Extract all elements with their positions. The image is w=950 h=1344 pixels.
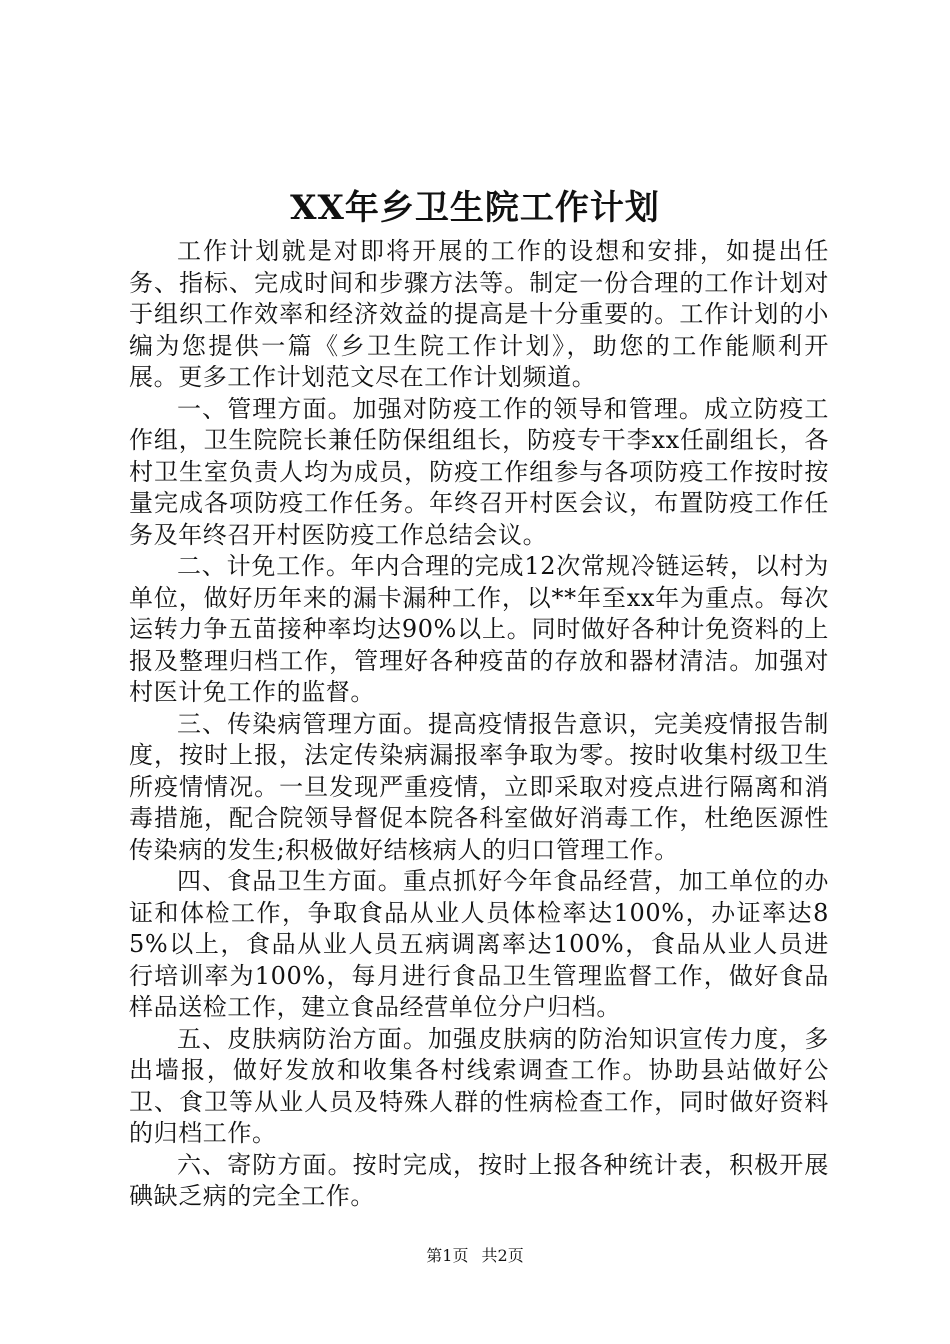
page-number-total: 共2页 bbox=[481, 1246, 524, 1265]
document-title: XX年乡卫生院工作计划 bbox=[290, 188, 660, 228]
document-body bbox=[129, 236, 829, 1213]
paragraph-food-hygiene: 四、食品卫生方面。重点抓好今年食品经营，加工单位的办证和体检工作，争取食品从业人员体检率达100%，办证率达85%以上，食品从业人员五病调离率达100%，食品从业人员进行培训率为100%，每月进行食品卫生管理监督工作，做好食品样品送检工作，建立食品经营单位分户归档。 bbox=[129, 867, 829, 1021]
paragraph-skin-disease: 五、皮肤病防治方面。加强皮肤病的防治知识宣传力度，多出墙报，做好发放和收集各村线索调查工作。协助县站做好公卫、食卫等从业人员及特殊人群的性病检查工作，同时做好资料的归档工作。 bbox=[129, 1024, 829, 1147]
paragraph-management: 一、管理方面。加强对防疫工作的领导和管理。成立防疫工作组，卫生院院长兼任防保组组长，防疫专干李xx任副组长，各村卫生室负责人均为成员，防疫工作组参与各项防疫工作按时按量完成各项防疫工作任务。年终召开村医会议，布置防疫工作任务及年终召开村医防疫工作总结会议。 bbox=[129, 394, 829, 549]
paragraph-intro: 工作计划就是对即将开展的工作的设想和安排，如提出任务、指标、完成时间和步骤方法等。制定一份合理的工作计划对于组织工作效率和经济效益的提高是十分重要的。工作计划的小编为您提供一篇《乡卫生院工作计划》，助您的工作能顺利开展。更多工作计划范文尽在工作计划频道。 bbox=[129, 237, 829, 391]
page-footer bbox=[0, 1244, 950, 1268]
paragraph-immunization: 二、计免工作。年内合理的完成12次常规冷链运转，以村为单位，做好历年来的漏卡漏种工作，以**年至xx年为重点。每次运转力争五苗接种率均达90%以上。同时做好各种计免资料的上报及整理归档工作，管理好各种疫苗的存放和器材清洁。加强对村医计免工作的监督。 bbox=[129, 552, 829, 706]
page-number-current: 第1页 bbox=[426, 1246, 469, 1265]
paragraph-infectious-disease: 三、传染病管理方面。提高疫情报告意识，完美疫情报告制度，按时上报，法定传染病漏报率争取为零。按时收集村级卫生所疫情情况。一旦发现严重疫情，立即采取对疫点进行隔离和消毒措施，配合院领导督促本院各科室做好消毒工作，杜绝医源性传染病的发生;积极做好结核病人的归口管理工作。 bbox=[129, 709, 829, 864]
paragraph-parasite-prevention: 六、寄防方面。按时完成，按时上报各种统计表，积极开展碘缺乏病的完全工作。 bbox=[129, 1150, 829, 1210]
